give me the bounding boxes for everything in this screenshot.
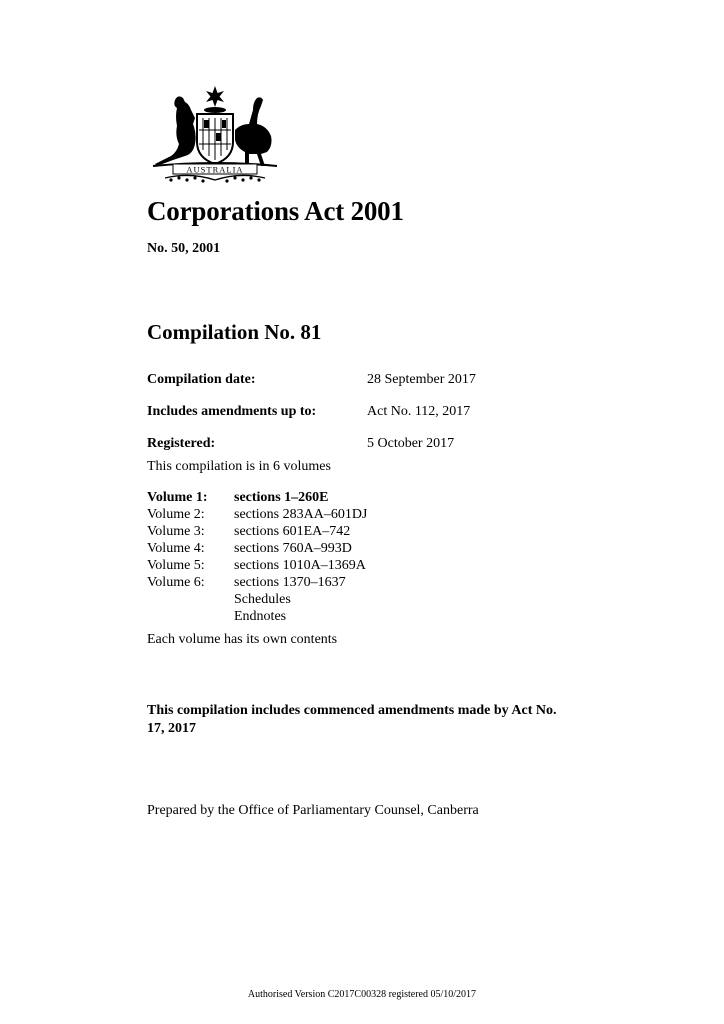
compilation-date-label: Compilation date: <box>147 372 256 387</box>
volumes-outro: Each volume has its own contents <box>147 632 338 647</box>
volume-extra-schedules: Schedules <box>234 592 291 607</box>
svg-text:AUSTRALIA: AUSTRALIA <box>186 164 244 175</box>
footer-authorised-version: Authorised Version C2017C00328 registered 05/10/2017 <box>247 989 477 1000</box>
volume-sections: sections 760A–993D <box>234 541 352 556</box>
commenced-amendments-note: This compilation includes commenced amendments made by Act No. 17, 2017 <box>147 703 557 736</box>
act-number: No. 50, 2001 <box>147 241 221 256</box>
volume-sections: sections 1–260E <box>234 490 329 505</box>
coat-of-arms-image <box>145 84 285 188</box>
act-title: Corporations Act 2001 <box>147 196 404 226</box>
volume-sections: sections 283AA–601DJ <box>234 507 368 522</box>
volume-sections: sections 1010A–1369A <box>234 558 366 573</box>
volume-label: Volume 6: <box>147 575 205 590</box>
volume-label: Volume 5: <box>147 558 205 573</box>
registered-label: Registered: <box>147 436 216 451</box>
compilation-heading: Compilation No. 81 <box>147 320 322 344</box>
volumes-intro: This compilation is in 6 volumes <box>147 459 331 474</box>
prepared-by: Prepared by the Office of Parliamentary Counsel, Canberra <box>147 803 479 818</box>
volume-sections: sections 1370–1637 <box>234 575 346 590</box>
volume-label: Volume 4: <box>147 541 205 556</box>
compilation-date-value: 28 September 2017 <box>367 372 476 387</box>
registered-value: 5 October 2017 <box>367 436 455 451</box>
volume-extra-endnotes: Endnotes <box>234 609 287 624</box>
volume-label: Volume 3: <box>147 524 205 539</box>
volume-sections: sections 601EA–742 <box>234 524 351 539</box>
amendments-label: Includes amendments up to: <box>147 404 317 419</box>
volume-label: Volume 2: <box>147 507 205 522</box>
amendments-value: Act No. 112, 2017 <box>367 404 471 419</box>
volume-label: Volume 1: <box>147 490 208 505</box>
